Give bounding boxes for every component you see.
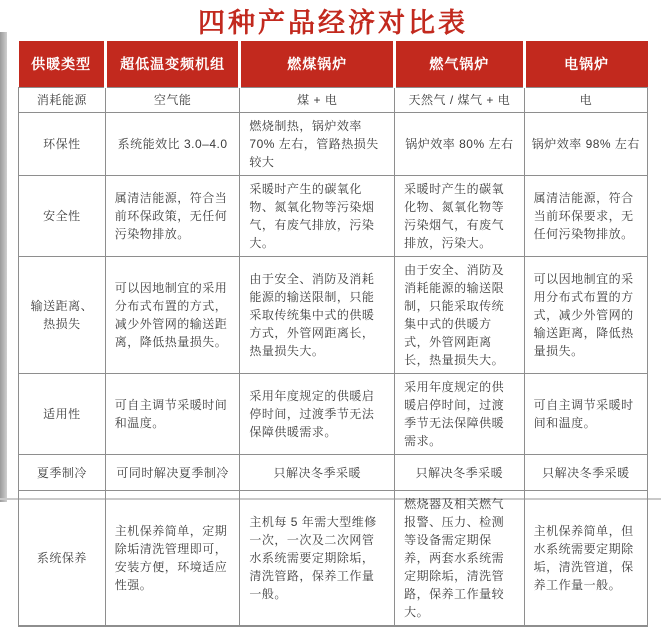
table-cell: 锅炉效率 98% 左右 <box>524 113 647 176</box>
table-cell: 主机保养简单，定期除垢清洗管理即可，安装方便，环境适应性强。 <box>105 491 240 627</box>
row-label: 安全性 <box>19 176 106 257</box>
table-row <box>19 455 648 491</box>
row-label: 夏季制冷 <box>19 455 106 491</box>
table-cell: 可以因地制宜的采用分布式布置的方式，减少外管网的输送距离，降低热量损失。 <box>524 257 647 374</box>
header-cell-heating-type: 供暖类型 <box>19 41 106 88</box>
table-cell: 属清洁能源，符合当前环保要求，无任何污染物排放。 <box>524 176 647 257</box>
table-cell: 电 <box>524 88 647 113</box>
row-label: 环保性 <box>19 113 106 176</box>
table-cell: 只解决冬季采暖 <box>240 455 395 491</box>
table-cell: 空气能 <box>105 88 240 113</box>
table-cell: 采暖时产生的碳氧化物、氮氧化物等污染烟气，有废气排放，污染大。 <box>395 176 525 257</box>
table-cell: 可自主调节采暖时间和温度。 <box>105 374 240 455</box>
table-cell: 可以因地制宜的采用分布式布置的方式，减少外管网的输送距离，降低热量损失。 <box>105 257 240 374</box>
table-cell: 可同时解决夏季制冷 <box>105 455 240 491</box>
row-label: 适用性 <box>19 374 106 455</box>
table-cell: 采用年度规定的供暖启停时间，过渡季节无法保障供暖需求。 <box>240 374 395 455</box>
table-row <box>19 113 648 176</box>
table-cell: 采用年度规定的供暖启停时间，过渡季节无法保障供暖需求。 <box>395 374 525 455</box>
table-cell: 只解决冬季采暖 <box>524 455 647 491</box>
table-cell: 属清洁能源，符合当前环保政策，无任何污染物排放。 <box>105 176 240 257</box>
table-cell: 采暖时产生的碳氧化物、氮氧化物等污染烟气，有废气排放，污染大。 <box>240 176 395 257</box>
table-cell: 只解决冬季采暖 <box>395 455 525 491</box>
header-cell-coal-boiler: 燃煤锅炉 <box>240 41 395 88</box>
table-cell: 可自主调节采暖时间和温度。 <box>524 374 647 455</box>
table-cell: 煤 + 电 <box>240 88 395 113</box>
page-title: 四种产品经济对比表 <box>198 8 468 38</box>
table-cell: 系统能效比 3.0–4.0 <box>105 113 240 176</box>
table-row <box>19 88 648 113</box>
table-row <box>19 374 648 455</box>
table-row <box>19 491 648 627</box>
header-cell-ultra-low-temp-unit: 超低温变频机组 <box>105 41 240 88</box>
row-label: 系统保养 <box>19 491 106 627</box>
table-cell: 锅炉效率 80% 左右 <box>395 113 525 176</box>
table-cell: 由于安全、消防及消耗能源的输送限制，只能采取传统集中式的供暖方式，外管网距离长，热量损失大。 <box>395 257 525 374</box>
header-cell-electric-boiler: 电锅炉 <box>524 41 647 88</box>
table-cell: 燃烧制热，锅炉效率 70% 左右，管路热损失较大 <box>240 113 395 176</box>
header-cell-gas-boiler: 燃气锅炉 <box>395 41 525 88</box>
table-cell: 由于安全、消防及消耗能源的输送限制，只能采取传统集中式的供暖方式，外管网距离长，热量损失大。 <box>240 257 395 374</box>
table-row <box>19 176 648 257</box>
table-header-row <box>19 41 648 88</box>
comparison-table <box>18 41 648 627</box>
table-cell: 主机每 5 年需大型维修一次，一次及二次网管水系统需要定期除垢，清洗管路，保养工作量一般。 <box>240 491 395 627</box>
row-label: 输送距离、热损失 <box>19 257 106 374</box>
table-cell: 天然气 / 煤气 + 电 <box>395 88 525 113</box>
page-edge-shadow-left <box>0 32 7 502</box>
table-cell: 主机保养简单，但水系统需要定期除垢，清洗管道，保养工作量一般。 <box>524 491 647 627</box>
table-cell: 燃烧器及相关燃气报警、压力、检测等设备需定期保养，两套水系统需定期除垢，清洗管路，保养工作量较大。 <box>395 491 525 627</box>
table-row <box>19 257 648 374</box>
row-label: 消耗能源 <box>19 88 106 113</box>
